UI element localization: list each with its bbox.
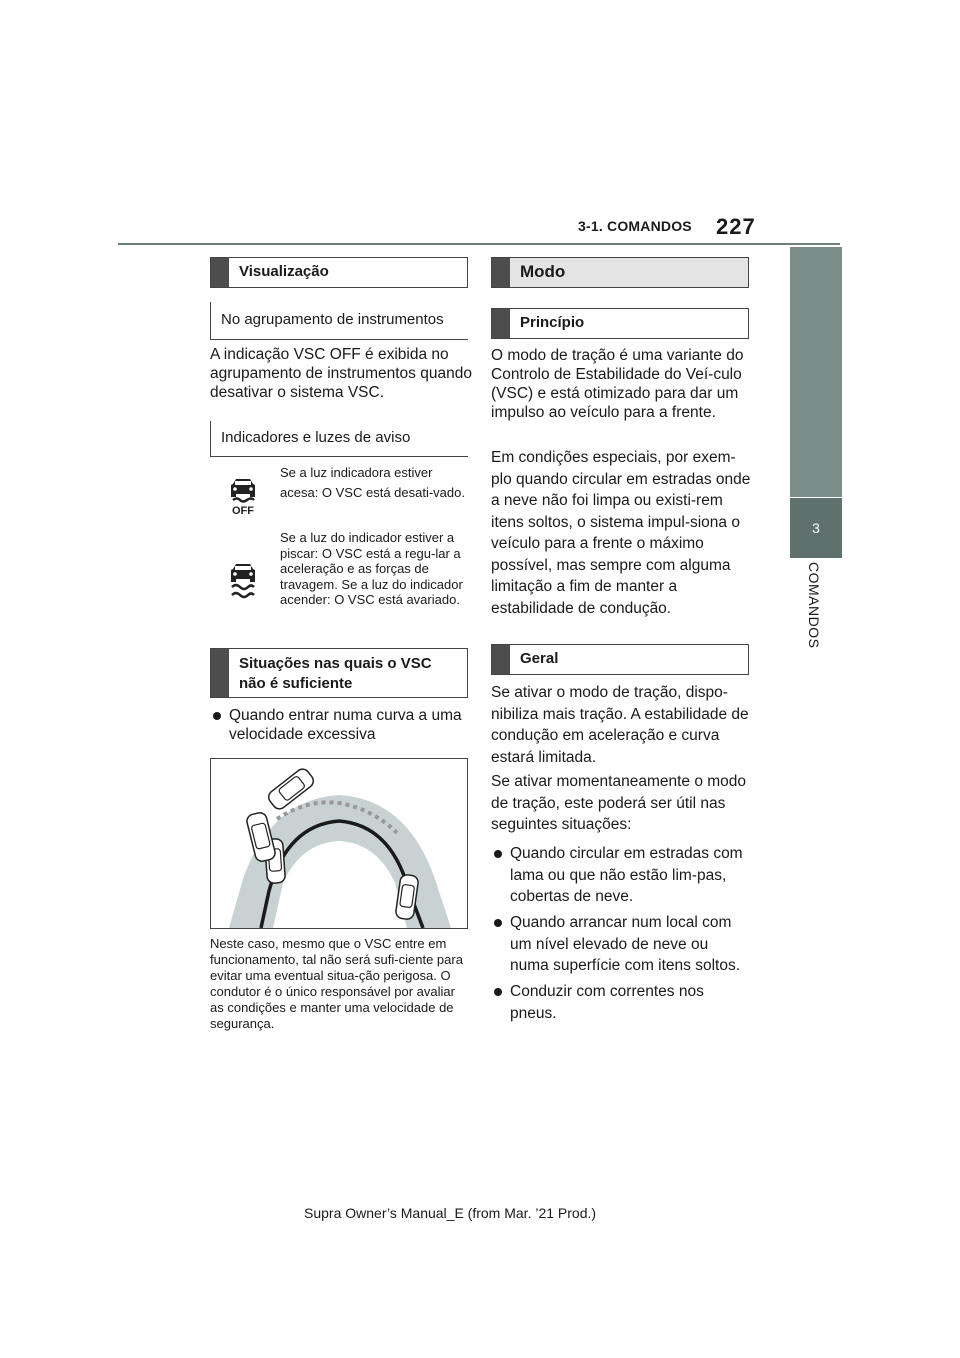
condicoes-paragraph: Em condições especiais, por exem-plo quando circular em estradas onde a neve não foi limpa ou existi-rem itens soltos, o sistema impul-siona o veículo para a frente o máximo possível, mas sempre com alguma limitação a fim de manter a estabilidade de condução. [491, 449, 751, 617]
heading-text: Modo [520, 262, 566, 281]
subheading-text: No agrupamento de instrumentos [221, 311, 444, 328]
heading-bar [492, 645, 510, 674]
momentaneamente-paragraph: Se ativar momentaneamente o modo de tração, este poderá ser útil nas seguintes situações: [491, 773, 747, 833]
bullet-dot [494, 919, 502, 927]
footer-text: Supra Owner’s Manual_E (from Mar. ’21 Prod.) [304, 1205, 597, 1221]
page-number: 227 [716, 214, 756, 239]
heading-text: Geral [520, 650, 559, 667]
indicator-2-text: Se a luz do indicador estiver a piscar: O VSC está a regu-lar a aceleração e as forças de travagem. Se a luz do indicador acender: O VSC está avariado. [280, 530, 463, 607]
heading-text: Visualização [239, 263, 329, 280]
subheading-text: Indicadores e luzes de aviso [221, 429, 411, 446]
subheading-instrumentos [210, 302, 468, 340]
bullet-correntes: Conduzir com correntes nos pneus. [510, 983, 704, 1022]
bullet-curva: Quando entrar numa curva a uma velocidade excessiva [229, 707, 462, 743]
figure-caption: Neste caso, mesmo que o VSC entre em funcionamento, tal não será sufi-ciente para evitar uma eventual situa-ção perigosa. O condutor é o único responsável por avaliar as condições e manter uma velocidade de segurança. [210, 936, 463, 1031]
side-tab-label: COMANDOS [806, 562, 822, 649]
header-rule [118, 243, 840, 245]
heading-text: Princípio [520, 314, 585, 331]
heading-modo [491, 257, 749, 288]
principio-paragraph: O modo de tração é uma variante do Controlo de Estabilidade do Veí-culo (VSC) e está otimizado para dar um impulso ao veículo para a frente. [491, 347, 744, 421]
heading-principio [491, 308, 749, 339]
vsc-off-icon-graphic [226, 476, 260, 516]
geral-paragraph: Se ativar o modo de tração, dispo-nibiliza mais tração. A estabilidade de condução em aceleração e curva estará limitada. [491, 684, 749, 766]
vsc-skid-icon [226, 561, 260, 601]
bullet-dot [213, 712, 221, 720]
vsc-off-paragraph: A indicação VSC OFF é exibida no agrupamento de instrumentos quando desativar o sistema VSC. [210, 346, 472, 401]
bullet-dot [494, 988, 502, 996]
vsc-skid-icon-graphic [226, 561, 260, 601]
heading-bar [211, 258, 229, 287]
svg-text:OFF: OFF [232, 505, 254, 516]
car-left-skid [245, 811, 276, 862]
heading-visualizacao [210, 257, 468, 288]
bullet-neve: Quando arrancar num local com um nível elevado de neve ou numa superfície com itens soltos. [510, 914, 741, 974]
section-title: 3-1. COMANDOS [578, 218, 692, 234]
vsc-off-icon [226, 476, 260, 516]
side-tab-upper [790, 247, 842, 497]
bullet-lama: Quando circular em estradas com lama ou que não estão lim-pas, cobertas de neve. [510, 845, 743, 905]
heading-bar [211, 649, 229, 697]
side-tab-number: 3 [790, 498, 842, 558]
heading-geral [491, 644, 749, 675]
curve-figure [210, 758, 468, 929]
heading-situacoes [210, 648, 468, 698]
heading-bar [492, 309, 510, 338]
subheading-indicadores [210, 421, 468, 457]
heading-bar [492, 258, 510, 287]
curve-illustration [211, 759, 467, 928]
heading-text: Situações nas quais o VSC não é suficiente [239, 655, 432, 692]
indicator-1-text: Se a luz indicadora estiver acesa: O VSC está desati-vado. [280, 465, 465, 500]
bullet-dot [494, 850, 502, 858]
